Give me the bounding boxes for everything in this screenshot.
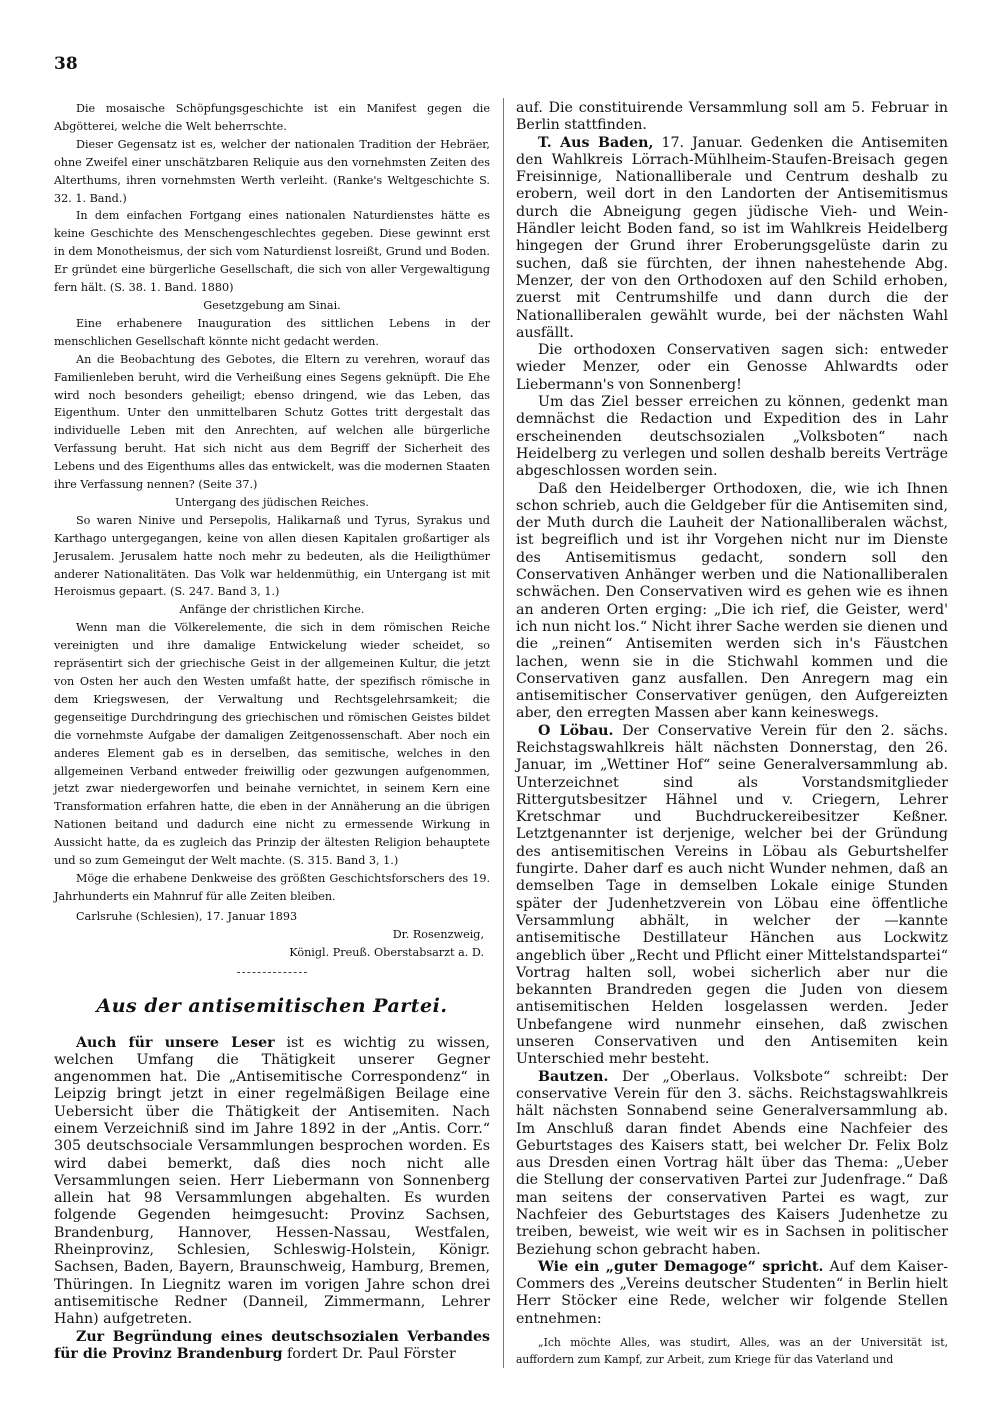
column-divider bbox=[503, 98, 504, 1368]
news-lead: Zur Begründung eines deutschsozialen Verbandes für die Provinz Brandenburg bbox=[54, 1328, 490, 1362]
essay-paragraph: Wenn man die Völkerelemente, die sich in dem römischen Reiche vereinigten und ihre damalige Entwickelung wieder scheidet, so repräsentirt sich der griechische Geist in der allgemeinen Kultur, die jetzt von Osten her auch den Westen umfaßt hatte, der spezifisch römische in dem Kriegswesen, der Verwaltung und Rechtsgelehrsamkeit; die gegenseitige Durchdringung des griechischen und römischen Geistes bildet die vornehmste Aufgabe der damaligen Zeitgenossenschaft. Aber noch ein anderes Element gab es in derselben, das semitische, welches in den allgemeinen Verband entweder freiwillig oder gezwungen aufgenommen, jetzt zwar niedergeworfen und beinahe vernichtet, in seinem Kern eine Transformation erfahren hatte, die eben in der Annäherung an die übrigen Nationen beitand und dadurch eine nicht zu ermessende Wirkung in Aussicht hatte, da es zugleich das Prinzip der ältesten Religion behauptete und so zum Gemeingut der Welt machte. (S. 315. Band 3, 1.) bbox=[54, 621, 490, 868]
essay-paragraph: In dem einfachen Fortgang eines nationalen Naturdienstes hätte es keine Geschichte des Menschengeschlechtes gegeben. Diese gewinnt erst in dem Monotheismus, der sich vom Naturdienst losreißt, Grund und Boden. Er gründet eine bürgerliche Gesellschaft, die sich von aller Vergewaltigung fern hält. (S. 38. 1. Band. 1880) bbox=[54, 209, 490, 295]
news-text: Daß den Heidelberger Orthodoxen, die, wie ich Ihnen schon schrieb, auch die Geldgeber für die Antisemiten sind, der Muth durch die Lauheit der Nationalliberalen wächst, ist begreiflich und ist ihr Vorgehen nicht nur im Dienste des Antisemitismus gedacht, sondern soll den Conservativen Anhänger werben und die Nationalliberalen schwächen. Den Conservativen wird es gehen wie es ihnen an anderen Orten erging: „Die ich rief, die Geister, werd' ich nun nicht los.“ Nicht ihrer Sache werden sie dienen und die „reinen“ Antisemiten werden sich in's Fäustchen lachen, wenn sie in die Stichwahl kommen und die Conservativen ganz ausfallen. Den Anregern mag ein antisemitischer Conservativer genügen, den Aufgereizten aber, den erregten Massen aber kann keineswegs. bbox=[516, 480, 948, 722]
news-item bbox=[54, 1035, 490, 1329]
news-item bbox=[516, 100, 948, 135]
left-column bbox=[54, 100, 490, 1363]
news-lead: Auch für unsere Leser bbox=[76, 1034, 275, 1051]
news-text: Um das Ziel besser erreichen zu können, gedenkt man demnächst die Redaction und Expedition des in Lahr erscheinenden deutschsozialen „Volksboten“ nach Heidelberg zu verlegen und sollen deshalb bereits Verträge abgeschlossen worden sein. bbox=[516, 394, 948, 480]
essay-paragraph: Die mosaische Schöpfungsgeschichte ist ein Manifest gegen die Abgötterei, welche die Welt beherrschte. bbox=[54, 102, 490, 133]
news-item bbox=[516, 723, 948, 1069]
quote-text: „Ich möchte Alles, was studirt, Alles, was an der Universität ist, auffordern zum Kampf, zur Arbeit, zum Kriege für das Vaterland und bbox=[516, 1336, 948, 1367]
news-item bbox=[516, 1069, 948, 1259]
essay-subheading: Anfänge der christlichen Kirche. bbox=[179, 603, 365, 617]
essay-paragraph: So waren Ninive und Persepolis, Halikarnaß und Tyrus, Syrakus und Karthago untergegangen, keine von allen diesen Kapitalen großartiger als Jerusalem. Jerusalem hatte noch mehr zu bedeuten, als die Heiligthümer anderer Nationalitäten. Das Volk war heldenmüthig, ein Untergang ist mit Heroismus gepaart. (S. 247. Band 3, 1.) bbox=[54, 513, 490, 599]
news-item bbox=[54, 1329, 490, 1364]
author-name: Dr. Rosenzweig, bbox=[392, 927, 484, 941]
news-item bbox=[516, 342, 948, 394]
author-title: Königl. Preuß. Oberstabsarzt a. D. bbox=[289, 945, 484, 959]
news-lead: O Löbau. bbox=[538, 722, 614, 739]
essay-paragraph: Dieser Gegensatz ist es, welcher der nationalen Tradition der Hebräer, ohne Zweifel einer unschätzbaren Reliquie aus den vornehmsten Zeiten des Alterthums, ihren vornehmsten Werth verleiht. (Ranke's Weltgeschichte S. 32. 1. Band.) bbox=[54, 137, 490, 205]
essay-subheading: Untergang des jüdischen Reiches. bbox=[175, 495, 369, 509]
news-text: Der Conservative Verein für den 2. sächs. Reichstagswahlkreis hält nächsten Donnerstag, den 26. Januar, im „Wettiner Hof“ seine Generalversammlung ab. Unterzeichnet sind als Vorstandsmitglieder Rittergutsbesitzer Hähnel und v. Criegern, Lehrer Kretschmar und Buchdruckereibesitzer Keßner. Letztgenannter ist derjenige, welcher bei der Gründung des antisemitischen Vereins in Löbau als Geburtshelfer fungirte. Daher darf es auch nicht Wunder nehmen, daß an demselben Tage in demselben Lokale einige Stunden später der Judenhetzverein von Löbau eine öffentliche Versammlung abhält, in welcher der —kannte antisemitische Destillateur Hänchen aus Lockwitz angeblich über „Recht und Pflicht einer Mittelstandspartei“ Vortrag halten soll, wobei sicherlich aber nur die bekannten Brandreden gegen die Juden von diesem antisemitischen Helden losgelassen werden. Jeder Unbefangene wird nunmehr einsehen, daß zwischen unseren Conservativen und den Antisemiten kein Unterschied mehr besteht. bbox=[516, 722, 948, 1068]
news-lead: Bautzen. bbox=[538, 1068, 609, 1085]
news-item bbox=[516, 481, 948, 723]
speech-quote bbox=[516, 1334, 948, 1368]
news-text: Auf dem Kaiser-Commers des „Vereins deutscher Studenten“ in Berlin hielt Herr Stöcker eine Rede, welcher wir folgende Stellen entnehmen: bbox=[516, 1258, 948, 1327]
news-text: fordert Dr. Paul Förster bbox=[282, 1345, 456, 1362]
news-lead: Wie ein „guter Demagoge“ spricht. bbox=[538, 1258, 824, 1275]
news-lead: T. Aus Baden, bbox=[538, 134, 654, 151]
essay-paragraph: Eine erhabenere Inauguration des sittlichen Lebens in der menschlichen Gesellschaft könnte nicht gedacht werden. bbox=[54, 316, 490, 348]
party-news bbox=[54, 1035, 490, 1364]
essay-paragraph: Möge die erhabene Denkweise des größten Geschichtsforschers des 19. Jahrhunderts ein Mahnruf für alle Zeiten bleiben. bbox=[54, 871, 490, 903]
essay-continuation bbox=[54, 100, 490, 962]
right-column bbox=[516, 100, 948, 1368]
news-text: auf. Die constituirende Versammlung soll am 5. Februar in Berlin stattfinden. bbox=[516, 100, 948, 134]
news-item bbox=[516, 1259, 948, 1328]
section-title: Aus der antisemitischen Partei. bbox=[96, 994, 448, 1017]
news-text: Die orthodoxen Conservativen sagen sich: entweder wieder Menzer, oder ein Genosse Ahlwardts oder Liebermann's von Sonnenberg! bbox=[516, 342, 948, 393]
dateline: Carlsruhe (Schlesien), 17. Januar 1893 bbox=[76, 909, 298, 923]
news-item bbox=[516, 135, 948, 343]
page-number: 38 bbox=[54, 54, 78, 74]
news-item bbox=[516, 394, 948, 480]
news-text: Der „Oberlaus. Volksbote“ schreibt: Der conservative Verein für den 3. sächs. Reichstagswahlkreis hält nächsten Sonnabend seine Generalversammlung ab. Im Anschluß daran findet Abends eine Nachfeier des Geburtstages des Kaisers statt, bei welcher Dr. Felix Bolz aus Dresden einen Vortrag hält über das Thema: „Ueber die Stellung der conservativen Partei zur Judenfrage.“ Daß man seitens der conservativen Partei es wagt, zur Nachfeier des Geburtstages des Kaisers Judenhetze zu treiben, beweist, wie weit wir es in Sachsen in politischer Beziehung schon gebracht haben. bbox=[516, 1068, 948, 1258]
essay-paragraph: An die Beobachtung des Gebotes, die Eltern zu verehren, worauf das Familienleben beruht, wird die Verheißung eines Segens geknüpft. Die Ehe wird noch besonders geheiligt; ebenso dringend, wie das Leben, das Eigenthum. Unter den unmittelbaren Schutz Gottes tritt dergestalt das individuelle Leben mit den Anrechten, auf welchen alle bürgerliche Verfassung beruht. Hat sich nicht aus dem Begriff der Sicherheit des Lebens und des Eigenthums alles das entwickelt, was die modernen Staaten ihre Verfassung nennen? (Seite 37.) bbox=[54, 352, 490, 492]
section-separator bbox=[237, 972, 307, 973]
essay-subheading: Gesetzgebung am Sinai. bbox=[203, 298, 341, 312]
news-text: ist es wichtig zu wissen, welchen Umfang die Thätigkeit unserer Gegner angenommen hat. Die „Antisemitische Correspondenz“ in Leipzig bringt jetzt in einer regelmäßigen Beilage eine Uebersicht über die Thätigkeit der Antisemiten. Nach einem Verzeichniß sind im Jahre 1892 in der „Antis. Corr.“ 305 deutschsociale Versammlungen besprochen worden. Es wird dabei bemerkt, daß dies noch nicht alle Versammlungen seien. Herr Liebermann von Sonnenberg allein hat 98 Versammlungen abgehalten. Es wurden folgende Gegenden heimgesucht: Provinz Sachsen, Brandenburg, Hannover, Hessen-Nassau, Westfalen, Rheinprovinz, Schlesien, Schleswig-Holstein, Königr. Sachsen, Baden, Bayern, Braunschweig, Hamburg, Bremen, Thüringen. In Liegnitz waren im vorigen Jahre schon drei antisemitische Redner (Danneil, Zimmermann, Lehrer Hahn) aufgetreten. bbox=[54, 1034, 491, 1328]
news-text: 17. Januar. Gedenken die Antisemiten den Wahlkreis Lörrach-Mühlheim-Staufen-Breisach gegen Freisinnige, Nationalliberale und Centrum deshalb zu erobern, weil dort in den Landorten der Antisemitismus durch die Abneigung gegen jüdische Vieh- und Wein-Händler leicht Boden fand, so ist im Wahlkreis Heidelberg hingegen der Grund ihrer Eroberungsgelüste darin zu suchen, daß sie fürchten, der ihnen nahestehende Abg. Menzer, der von den Orthodoxen auf den Schild erhoben, zuerst mit Centrumshilfe und dann durch die der Nationalliberalen gewählt wurde, bei der nächsten Wahl ausfällt. bbox=[516, 134, 948, 341]
